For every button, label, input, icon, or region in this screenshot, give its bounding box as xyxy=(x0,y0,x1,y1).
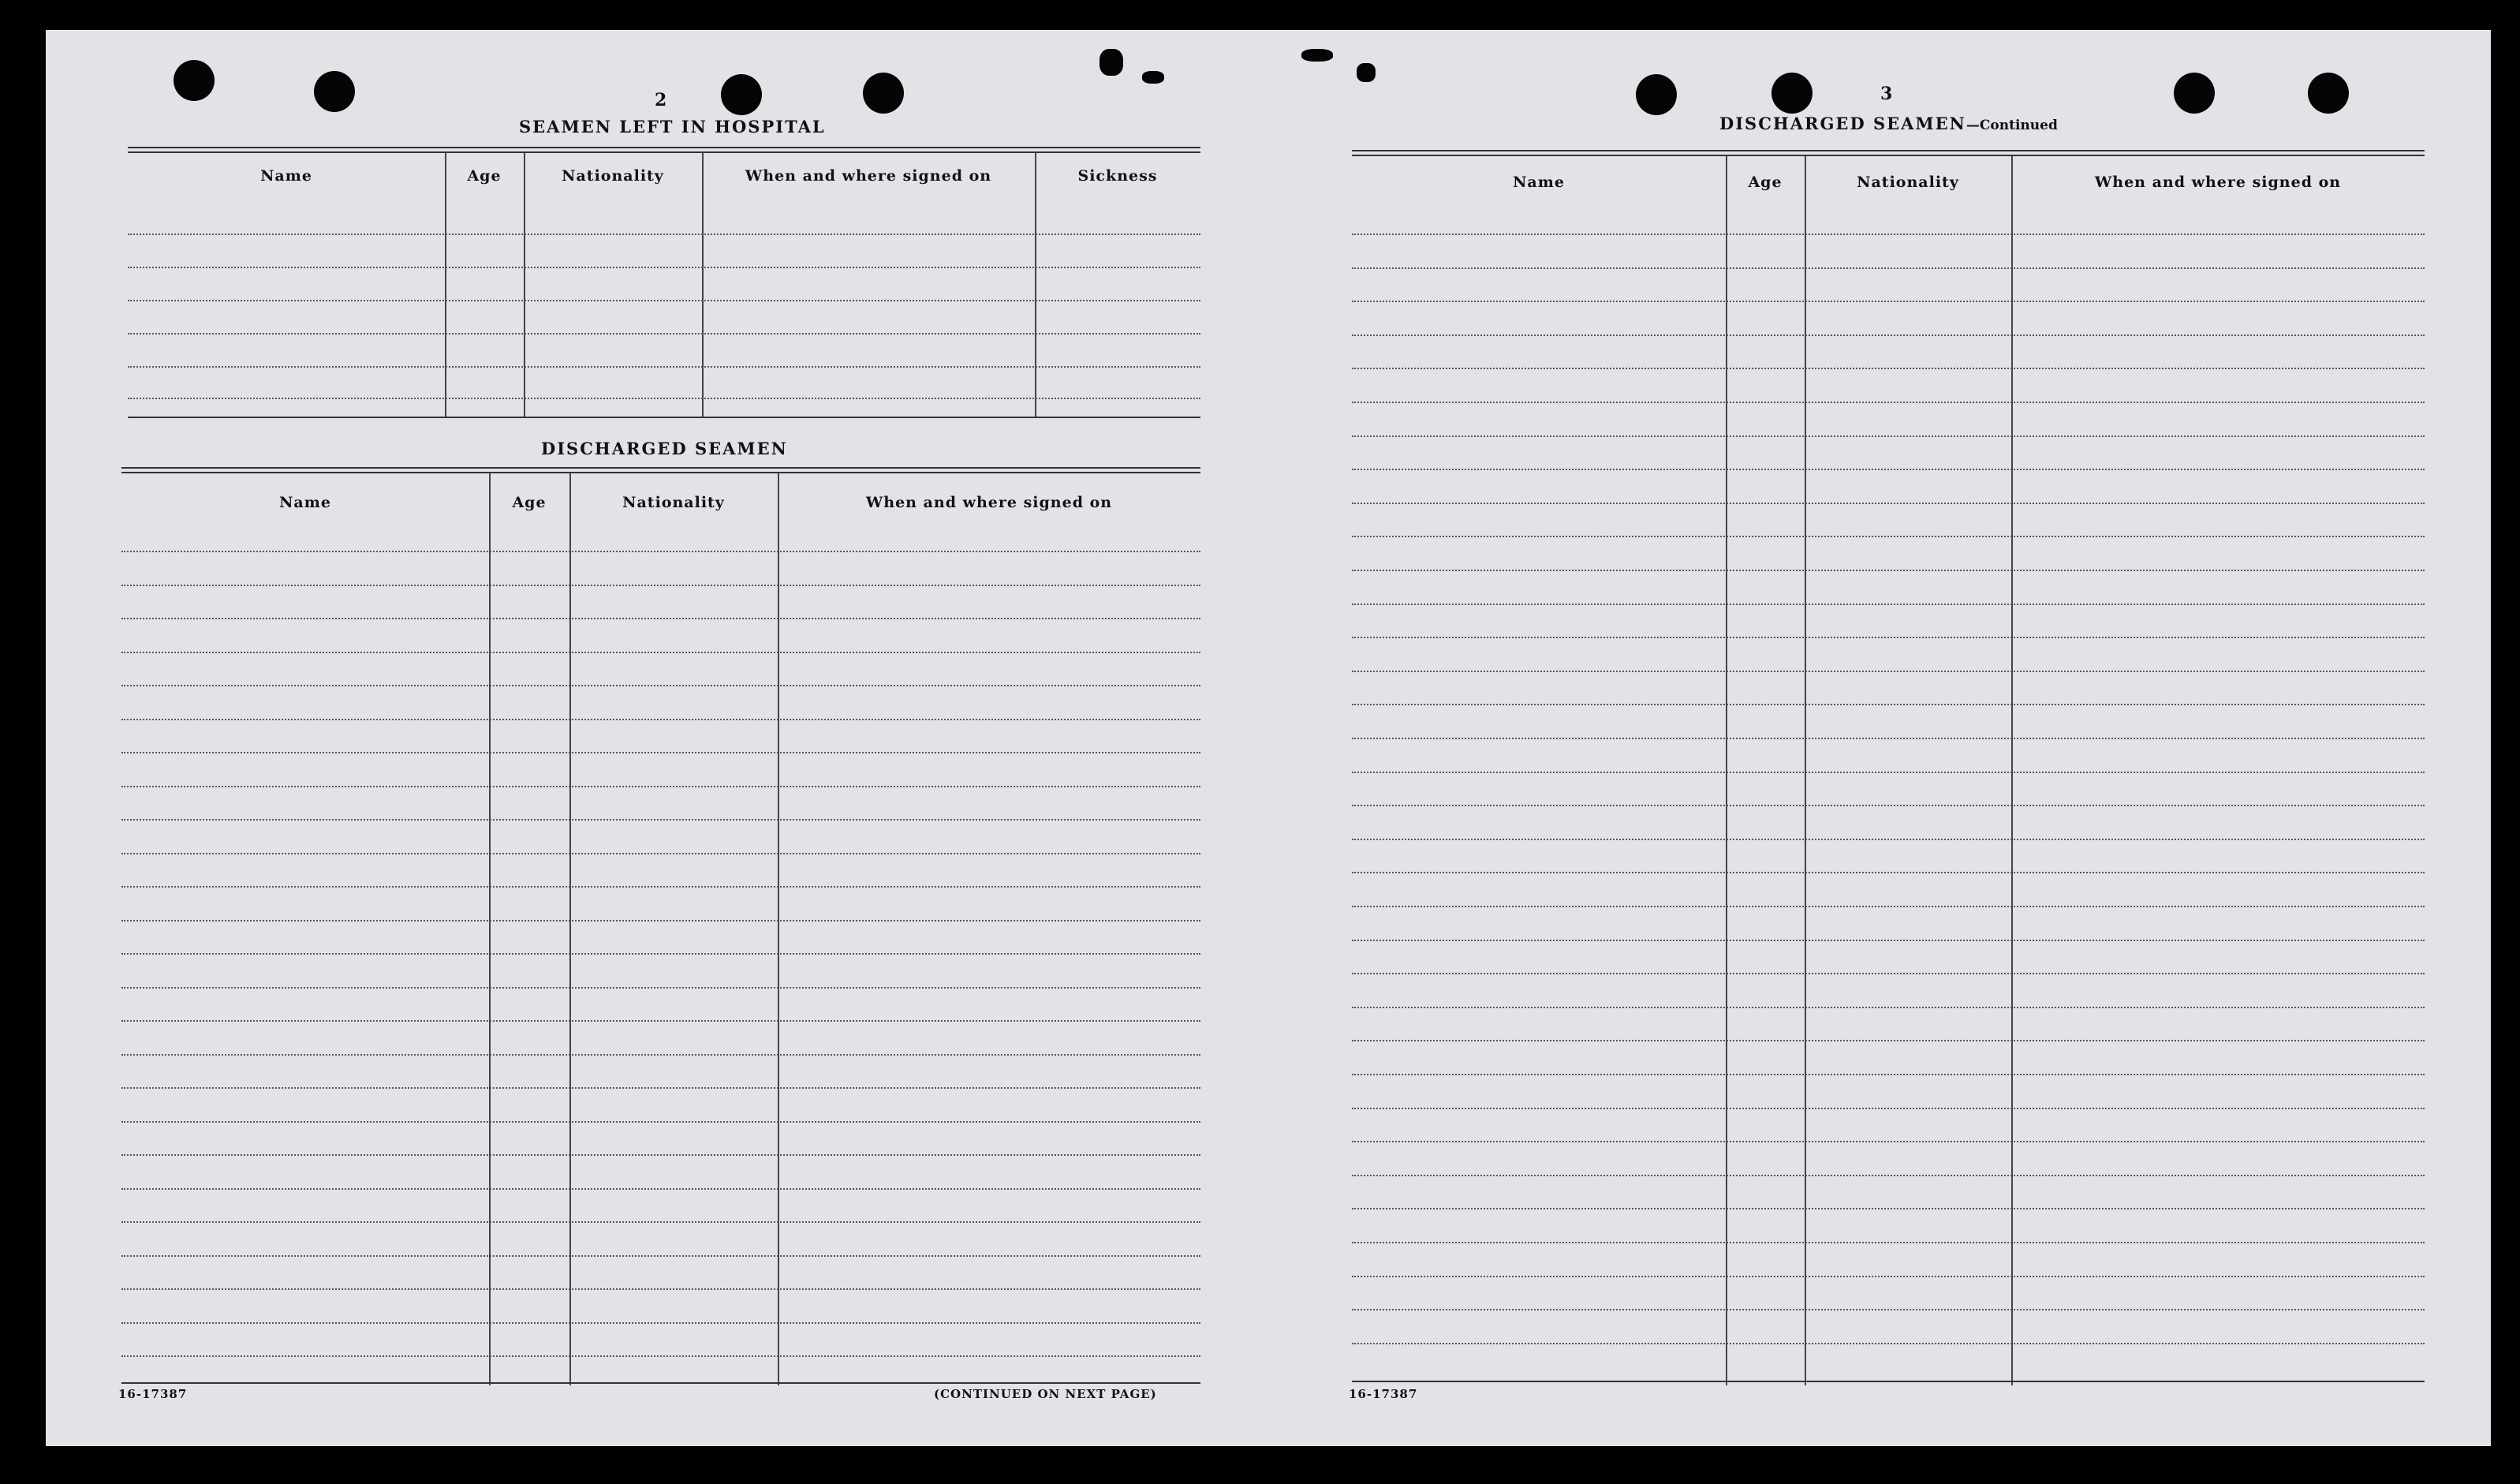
ruled-row-line xyxy=(1352,906,2425,907)
ruled-row-line xyxy=(1352,301,2425,302)
ruled-row-line xyxy=(1352,234,2425,235)
ruled-row-line xyxy=(1352,738,2425,739)
ruled-row-line xyxy=(1352,1309,2425,1310)
ruled-row-line xyxy=(1352,1276,2425,1277)
ruled-row-line xyxy=(1352,805,2425,806)
ruled-row-line xyxy=(1352,872,2425,873)
page-number: 3 xyxy=(1880,84,1893,104)
ruled-row-line xyxy=(1352,469,2425,470)
column-header-name: Name xyxy=(279,494,331,511)
ruled-row-line xyxy=(1352,368,2425,369)
ruled-row-line xyxy=(121,719,1200,720)
ruled-row-line xyxy=(1352,1007,2425,1008)
section-title-discharged-continued xyxy=(1719,114,2058,133)
hospital-table xyxy=(128,147,1200,454)
title-suffix: —Continued xyxy=(1966,118,2058,133)
punch-hole xyxy=(2308,73,2349,114)
column-header-sickness: Sickness xyxy=(1077,167,1158,185)
ruled-row-line xyxy=(121,1355,1200,1357)
ruled-row-line xyxy=(1352,570,2425,571)
ruled-row-line xyxy=(121,1154,1200,1156)
ruled-row-line xyxy=(1352,1208,2425,1209)
ruled-row-line xyxy=(121,685,1200,686)
section-title-hospital: SEAMEN LEFT IN HOSPITAL xyxy=(519,117,826,136)
column-header-age: Age xyxy=(512,494,547,511)
paper-damage xyxy=(1142,71,1164,84)
continued-note: (CONTINUED ON NEXT PAGE) xyxy=(934,1387,1157,1401)
ruled-row-line xyxy=(1352,1175,2425,1176)
punch-hole xyxy=(721,74,762,115)
ruled-row-line xyxy=(1352,1040,2425,1041)
ruled-row-line xyxy=(1352,637,2425,638)
ruled-row-line xyxy=(121,886,1200,888)
ruled-row-line xyxy=(1352,402,2425,403)
column-header-name: Name xyxy=(260,167,312,185)
punch-hole xyxy=(863,73,904,114)
paper-damage xyxy=(1099,49,1123,76)
ruled-row-line xyxy=(1352,839,2425,840)
ruled-row-line xyxy=(1352,604,2425,605)
ruled-row-line xyxy=(121,752,1200,753)
ruled-row-line xyxy=(1352,1343,2425,1344)
punch-hole xyxy=(1636,74,1677,115)
ruled-row-line xyxy=(1352,1242,2425,1243)
column-header-signed-on: When and where signed on xyxy=(745,167,992,185)
ruled-row-line xyxy=(1352,1074,2425,1075)
ruled-row-line xyxy=(121,1255,1200,1257)
ruled-row-line xyxy=(121,1121,1200,1123)
ruled-row-line xyxy=(1352,435,2425,437)
paper-damage xyxy=(1301,49,1333,62)
column-header-nationality: Nationality xyxy=(622,494,725,511)
ruled-row-line xyxy=(121,920,1200,921)
section-title-discharged: DISCHARGED SEAMEN xyxy=(541,439,788,458)
ruled-row-line xyxy=(121,652,1200,653)
column-header-nationality: Nationality xyxy=(1857,174,1959,191)
ruled-row-line xyxy=(1352,704,2425,705)
ruled-row-line xyxy=(121,1288,1200,1290)
form-number: 16-17387 xyxy=(118,1387,188,1401)
ruled-row-line xyxy=(121,1322,1200,1324)
discharged-table xyxy=(121,467,1200,1423)
ruled-row-line xyxy=(1352,940,2425,941)
column-header-name: Name xyxy=(1513,174,1565,191)
ruled-row-line xyxy=(121,1054,1200,1056)
column-header-age: Age xyxy=(1748,174,1783,191)
ruled-row-line xyxy=(121,1221,1200,1223)
column-header-nationality: Nationality xyxy=(562,167,664,185)
ruled-row-line xyxy=(1352,335,2425,336)
paper-damage xyxy=(1357,63,1376,82)
page-number: 2 xyxy=(655,90,667,110)
ruled-row-line xyxy=(1352,1141,2425,1142)
ruled-row-line xyxy=(121,551,1200,552)
ruled-row-line xyxy=(121,1188,1200,1190)
ruled-row-line xyxy=(121,1087,1200,1089)
ruled-row-line xyxy=(121,987,1200,989)
ruled-row-line xyxy=(121,1020,1200,1022)
form-number: 16-17387 xyxy=(1349,1387,1418,1401)
ruled-row-line xyxy=(121,953,1200,955)
punch-hole xyxy=(1771,73,1813,114)
ruled-row-line xyxy=(121,819,1200,820)
ruled-row-line xyxy=(1352,671,2425,672)
ruled-row-line xyxy=(1352,536,2425,537)
ruled-row-line xyxy=(1352,973,2425,974)
column-header-age: Age xyxy=(467,167,502,185)
ruled-row-line xyxy=(121,618,1200,619)
ruled-row-line xyxy=(1352,772,2425,773)
punch-hole xyxy=(314,71,355,112)
punch-hole xyxy=(2174,73,2215,114)
title-main: DISCHARGED SEAMEN xyxy=(1719,114,1966,133)
ruled-row-line xyxy=(121,853,1200,854)
discharged-continued-table xyxy=(1352,150,2425,1412)
ruled-row-line xyxy=(121,786,1200,787)
ruled-row-line xyxy=(121,585,1200,586)
column-header-signed-on: When and where signed on xyxy=(2094,174,2342,191)
column-header-signed-on: When and where signed on xyxy=(865,494,1113,511)
ruled-row-line xyxy=(1352,267,2425,269)
form-sheet xyxy=(46,30,2491,1446)
punch-hole xyxy=(174,60,215,101)
ruled-row-line xyxy=(1352,503,2425,504)
ruled-row-line xyxy=(1352,1108,2425,1109)
